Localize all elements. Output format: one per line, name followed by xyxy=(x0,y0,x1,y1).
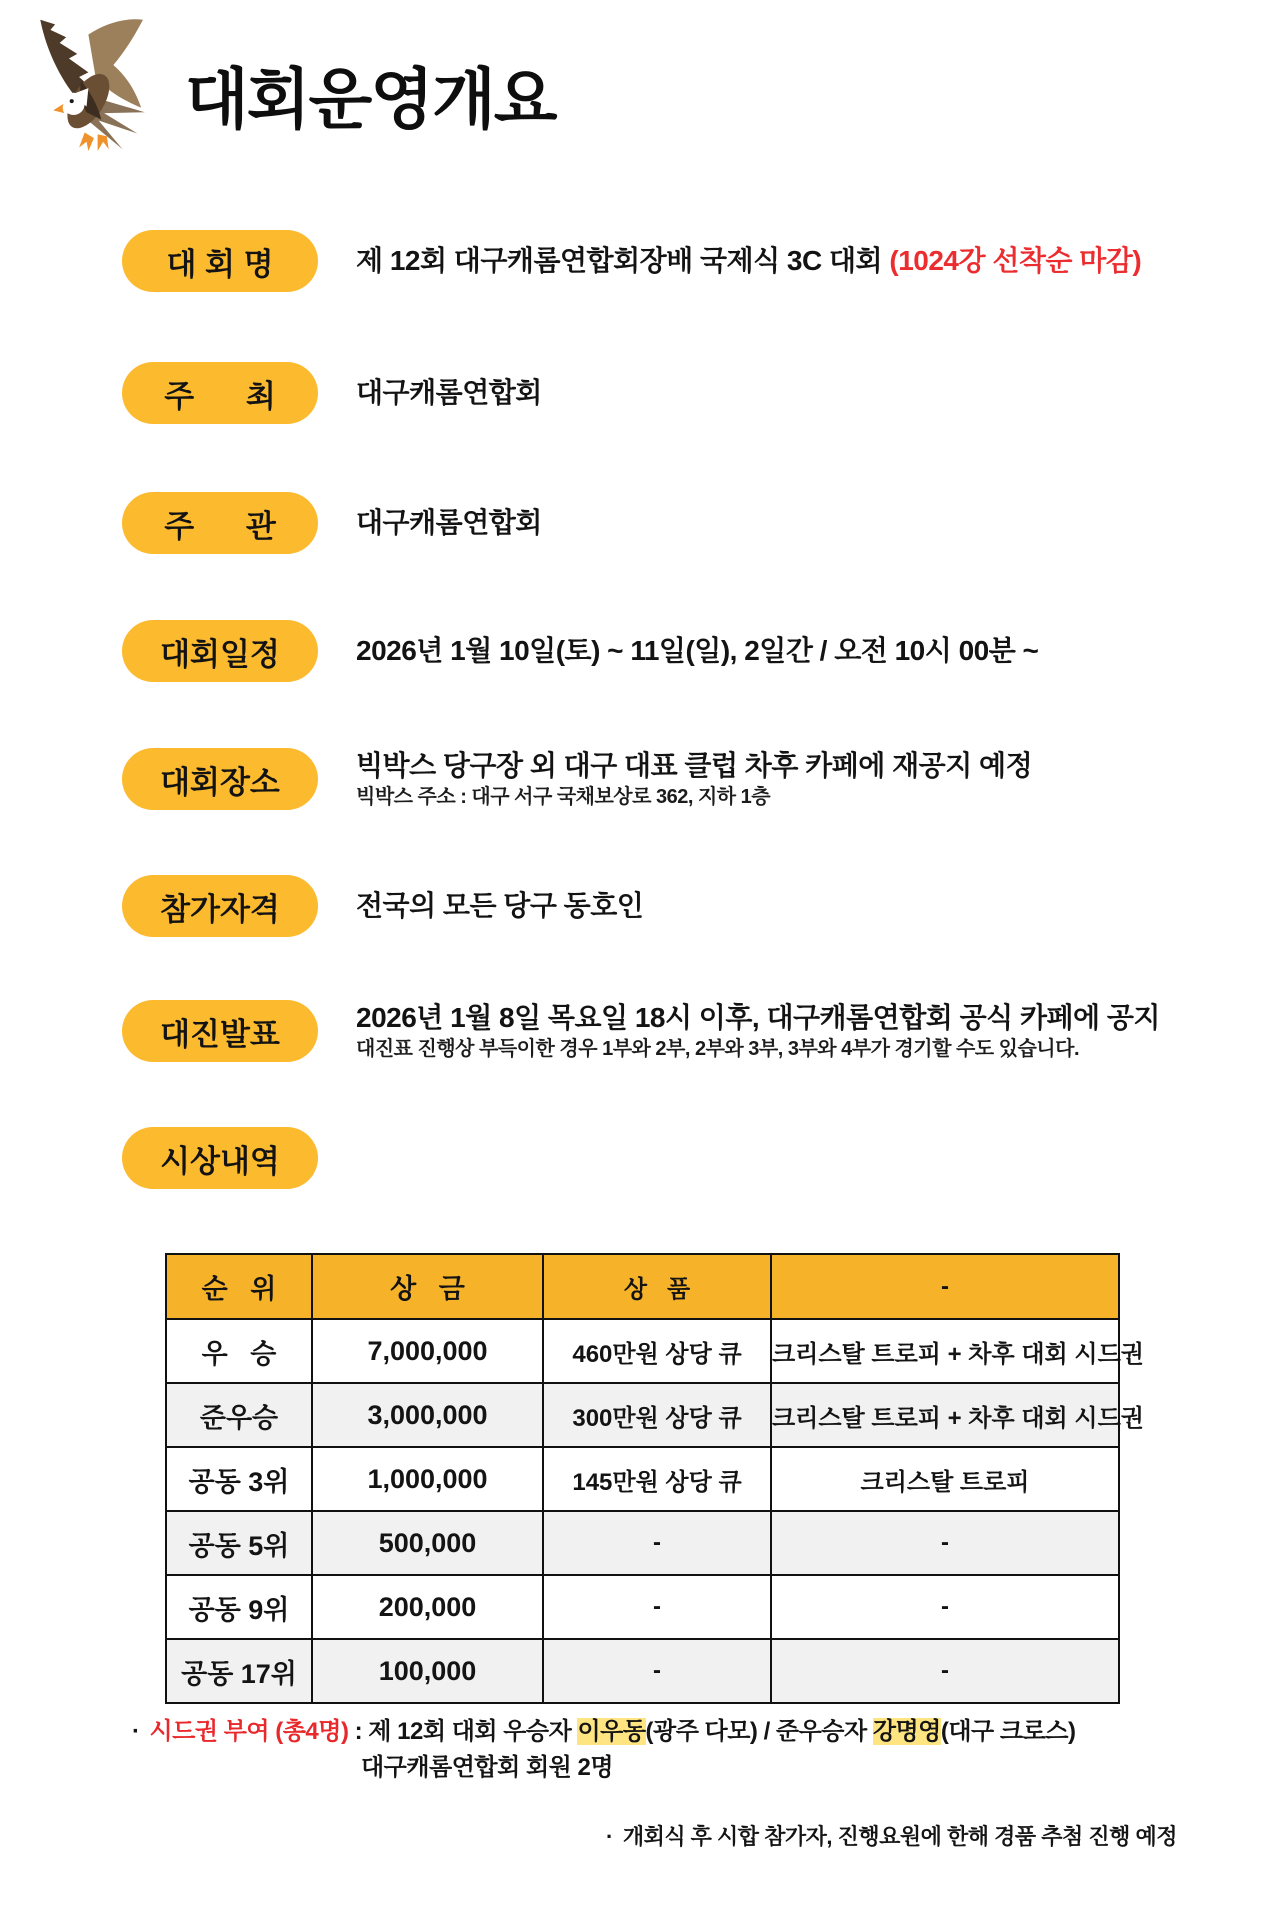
row-body xyxy=(356,749,1032,809)
table-cell: 공동 17위 xyxy=(166,1639,312,1703)
row-main-text xyxy=(356,376,542,410)
info-row-eligibility xyxy=(122,875,643,937)
row-main-text xyxy=(356,506,542,540)
table-row xyxy=(166,1575,1119,1639)
row-main-text xyxy=(356,889,643,923)
table-cell: 공동 3위 xyxy=(166,1447,312,1511)
table-row xyxy=(166,1319,1119,1383)
row-text: 제 12회 대구캐롬연합회장배 국제식 3C 대회 xyxy=(356,245,890,276)
table-cell: 크리스탈 트로피 + 차후 대회 시드권 xyxy=(771,1319,1119,1383)
prize-table xyxy=(165,1253,1144,1704)
table-cell: - xyxy=(543,1639,771,1703)
table-row xyxy=(166,1511,1119,1575)
label-text: 대회일정 xyxy=(160,636,280,672)
label-pill xyxy=(122,1127,318,1189)
table-header-cell: 상 금 xyxy=(312,1254,543,1319)
label-text: 주 최 xyxy=(164,378,276,414)
bullet-icon: · xyxy=(605,1824,613,1849)
table-cell: - xyxy=(543,1511,771,1575)
table-cell: 460만원 상당 큐 xyxy=(543,1319,771,1383)
table-cell: 공동 5위 xyxy=(166,1511,312,1575)
row-main-text xyxy=(356,1001,1160,1035)
row-body xyxy=(356,889,643,923)
row-body xyxy=(356,634,1038,668)
seed-note-text: (대구 크로스) xyxy=(940,1718,1076,1745)
seed-note xyxy=(132,1714,1075,1786)
seed-note-line2: 대구캐롬연합회 회원 2명 xyxy=(361,1754,614,1781)
row-text: 2026년 1월 10일(토) ~ 11일(일), 2일간 / 오전 10시 00분 ~ xyxy=(356,635,1039,666)
runnerup-name-highlight: 강명영 xyxy=(872,1718,941,1745)
header-row xyxy=(166,1254,1119,1319)
row-text: 2026년 1월 8일 목요일 18시 이후, 대구캐롬연합회 공식 카페에 공지 xyxy=(356,1002,1160,1033)
table-row xyxy=(166,1447,1119,1511)
raffle-note-text: 개회식 후 시합 참가자, 진행요원에 한해 xyxy=(622,1824,995,1849)
row-text-red: (1024강 선착순 마감) xyxy=(889,245,1142,276)
row-text: 전국의 모든 당구 동호인 xyxy=(356,890,644,921)
seed-note-red: 시드권 부여 (총4명) xyxy=(149,1718,349,1745)
row-body xyxy=(356,506,542,540)
table-cell: - xyxy=(771,1639,1119,1703)
label-text: 참가자격 xyxy=(160,891,280,927)
label-text: 대회장소 xyxy=(160,764,280,800)
info-row-bracket-announcement xyxy=(122,1000,1160,1062)
row-text: 빅박스 당구장 외 대구 대표 클럽 차후 카페에 재공지 예정 xyxy=(356,750,1033,781)
table-cell: 1,000,000 xyxy=(312,1447,543,1511)
info-row-awards-heading xyxy=(122,1127,318,1189)
info-row-host xyxy=(122,362,542,424)
raffle-note xyxy=(606,1820,1177,1851)
table-row xyxy=(166,1639,1119,1703)
label-pill xyxy=(122,875,318,937)
info-row-schedule xyxy=(122,620,1038,682)
table-header-cell: 순 위 xyxy=(166,1254,312,1319)
label-pill xyxy=(122,1000,318,1062)
row-sub-text: 대진표 진행상 부득이한 경우 1부와 2부, 2부와 3부, 3부와 4부가 경기할 수도 있습니다. xyxy=(356,1038,1080,1060)
table-cell: 크리스탈 트로피 + 차후 대회 시드권 xyxy=(771,1383,1119,1447)
table-cell: 200,000 xyxy=(312,1575,543,1639)
eagle-logo xyxy=(32,16,154,164)
table-cell: - xyxy=(771,1575,1119,1639)
seed-note-colon: : xyxy=(348,1718,369,1745)
table-cell: 300만원 상당 큐 xyxy=(543,1383,771,1447)
table-header-cell: 상 품 xyxy=(543,1254,771,1319)
page-title: 대회운영개요 xyxy=(185,62,556,136)
eagle-beak xyxy=(53,104,64,113)
table-cell: - xyxy=(543,1575,771,1639)
prize-table-body xyxy=(166,1319,1144,1703)
label-text: 시상내역 xyxy=(160,1143,280,1179)
row-text: 대구캐롬연합회 xyxy=(356,507,542,538)
table-cell: 준우승 xyxy=(166,1383,312,1447)
eagle-talon-right xyxy=(98,134,109,151)
info-row-organizer xyxy=(122,492,542,554)
prize-table-head xyxy=(166,1254,1119,1319)
table-header-cell: - xyxy=(771,1254,1119,1319)
raffle-note-bold: 경품 추첨 xyxy=(994,1824,1083,1849)
table-cell: 500,000 xyxy=(312,1511,543,1575)
eagle-talon-left xyxy=(79,133,94,152)
row-main-text xyxy=(356,634,1038,668)
table-cell: 145만원 상당 큐 xyxy=(543,1447,771,1511)
row-body xyxy=(356,376,542,410)
table-cell: 100,000 xyxy=(312,1639,543,1703)
eagle-eye xyxy=(70,99,74,103)
winner-name-highlight: 이우동 xyxy=(577,1718,646,1745)
table-cell: 3,000,000 xyxy=(312,1383,543,1447)
row-body xyxy=(356,1001,1160,1061)
info-row-tournament-name xyxy=(122,230,1141,292)
row-main-text xyxy=(356,244,1141,278)
label-text: 대 회 명 xyxy=(166,246,274,282)
label-pill xyxy=(122,230,318,292)
label-pill xyxy=(122,620,318,682)
seed-note-text: (광주 다모) / 준우승자 xyxy=(645,1718,873,1745)
seed-note-text: 제 12회 대회 우승자 xyxy=(368,1718,578,1745)
row-main-text xyxy=(356,749,1032,783)
row-sub-text: 빅박스 주소 : 대구 서구 국채보상로 362, 지하 1층 xyxy=(356,786,771,808)
seed-note-line1 xyxy=(132,1714,1075,1750)
label-text: 대진발표 xyxy=(160,1016,280,1052)
table-cell: 7,000,000 xyxy=(312,1319,543,1383)
table-cell: - xyxy=(771,1511,1119,1575)
table-cell: 공동 9위 xyxy=(166,1575,312,1639)
label-pill xyxy=(122,748,318,810)
raffle-note-text: 진행 예정 xyxy=(1082,1824,1177,1849)
label-text: 주 관 xyxy=(164,508,276,544)
info-row-venue xyxy=(122,748,1032,810)
label-pill xyxy=(122,492,318,554)
bullet-icon: · xyxy=(132,1718,140,1745)
table-row xyxy=(166,1383,1119,1447)
label-pill xyxy=(122,362,318,424)
table-cell: 크리스탈 트로피 xyxy=(771,1447,1119,1511)
table-cell: 우 승 xyxy=(166,1319,312,1383)
row-body xyxy=(356,244,1141,278)
row-text: 대구캐롬연합회 xyxy=(356,377,542,408)
